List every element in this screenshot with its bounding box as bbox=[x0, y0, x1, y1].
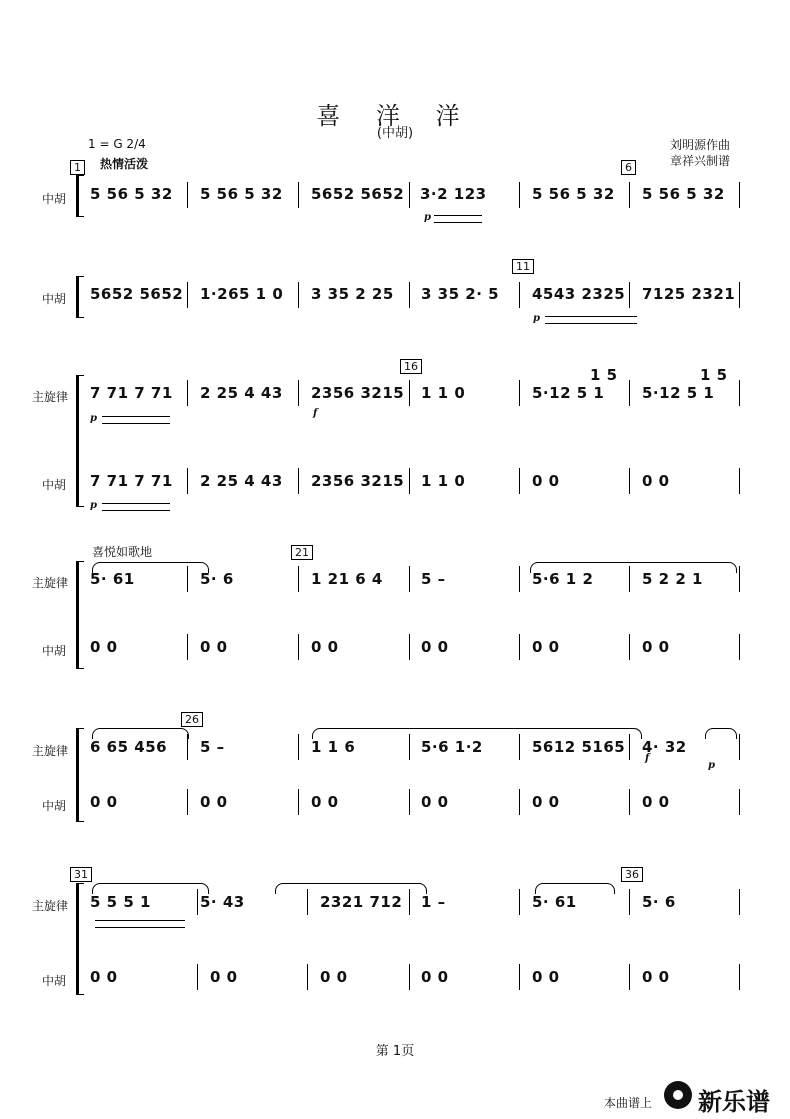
bar-line bbox=[187, 789, 188, 815]
measure: 0 0 bbox=[642, 968, 670, 986]
staff-bracket bbox=[76, 883, 84, 995]
measure-number: 1 bbox=[70, 160, 85, 175]
measure: 4543 2325 bbox=[532, 285, 626, 303]
bar-line bbox=[307, 889, 308, 915]
measure: 5· 61 bbox=[532, 893, 577, 911]
bar-line bbox=[629, 182, 630, 208]
bar-line bbox=[739, 182, 740, 208]
measure: 0 0 bbox=[421, 638, 449, 656]
measure-number: 11 bbox=[512, 259, 534, 274]
measure: 5 56 5 32 bbox=[532, 185, 615, 203]
measure: 5 – bbox=[421, 570, 446, 588]
measure: 5612 5165 bbox=[532, 738, 626, 756]
staff-label-zhonghu: 中胡 bbox=[42, 292, 67, 306]
measure: 0 0 bbox=[421, 793, 449, 811]
staff-label-zhonghu: 中胡 bbox=[42, 192, 67, 206]
measure: 2 25 4 43 bbox=[200, 472, 283, 490]
bar-line bbox=[519, 182, 520, 208]
measure: 0 0 bbox=[311, 793, 339, 811]
measure: 5· 61 bbox=[90, 570, 135, 588]
dynamic-p: p bbox=[90, 413, 97, 424]
measure: 1 1 0 bbox=[421, 384, 466, 402]
measure: 0 0 bbox=[421, 968, 449, 986]
measure: 7 71 7 71 bbox=[90, 384, 173, 402]
measure: 0 0 bbox=[532, 472, 560, 490]
bar-line bbox=[298, 182, 299, 208]
measure: 1·265 1 0 bbox=[200, 285, 284, 303]
bar-line bbox=[519, 964, 520, 990]
measure: 0 0 bbox=[210, 968, 238, 986]
measure: 2 25 4 43 bbox=[200, 384, 283, 402]
bar-line bbox=[298, 566, 299, 592]
measure: 0 0 bbox=[642, 793, 670, 811]
measure: 5·12 5 1 bbox=[642, 384, 715, 402]
bar-line bbox=[739, 964, 740, 990]
bar-line bbox=[739, 468, 740, 494]
measure: 0 0 bbox=[90, 968, 118, 986]
bar-line bbox=[409, 634, 410, 660]
brand-logo-icon bbox=[664, 1081, 692, 1109]
bar-line bbox=[519, 282, 520, 308]
measure: 5 – bbox=[200, 738, 225, 756]
bar-line bbox=[629, 566, 630, 592]
bar-line bbox=[519, 566, 520, 592]
measure: 7 71 7 71 bbox=[90, 472, 173, 490]
measure: 0 0 bbox=[532, 638, 560, 656]
bar-line bbox=[409, 889, 410, 915]
brand-name: 新乐谱 bbox=[698, 1088, 770, 1116]
measure-number: 26 bbox=[181, 712, 203, 727]
measure: 3·2 123 bbox=[420, 185, 487, 203]
measure: 0 0 bbox=[642, 638, 670, 656]
measure: 5·6 1 2 bbox=[532, 570, 594, 588]
measure: 0 0 bbox=[532, 968, 560, 986]
measure: 5· 43 bbox=[200, 893, 245, 911]
bar-line bbox=[298, 282, 299, 308]
bar-line bbox=[409, 734, 410, 760]
bar-line bbox=[739, 566, 740, 592]
staff-label-zhuxuanlv: 主旋律 bbox=[32, 744, 69, 758]
staff-label-zhonghu: 中胡 bbox=[42, 478, 67, 492]
bar-line bbox=[187, 734, 188, 760]
bar-line bbox=[409, 380, 410, 406]
bar-line bbox=[629, 789, 630, 815]
bar-line bbox=[409, 182, 410, 208]
staff-bracket bbox=[76, 175, 84, 217]
bar-line bbox=[519, 889, 520, 915]
staff-label-zhonghu: 中胡 bbox=[42, 799, 67, 813]
bar-line bbox=[187, 468, 188, 494]
bar-line bbox=[519, 468, 520, 494]
bar-line bbox=[197, 964, 198, 990]
measure: 3 35 2 25 bbox=[311, 285, 394, 303]
bar-line bbox=[519, 789, 520, 815]
chord-number: 1 5 bbox=[590, 366, 618, 384]
measure: 4· 32 bbox=[642, 738, 687, 756]
bar-line bbox=[187, 282, 188, 308]
measure: 6 65 456 bbox=[90, 738, 168, 756]
bar-line bbox=[187, 566, 188, 592]
measure-number: 16 bbox=[400, 359, 422, 374]
bar-line bbox=[298, 380, 299, 406]
chord-number: 1 5 bbox=[700, 366, 728, 384]
bar-line bbox=[298, 734, 299, 760]
measure: 1 1 6 bbox=[311, 738, 356, 756]
measure-number: 21 bbox=[291, 545, 313, 560]
bar-line bbox=[298, 634, 299, 660]
measure: 5 56 5 32 bbox=[90, 185, 173, 203]
bar-line bbox=[739, 734, 740, 760]
bar-line bbox=[197, 889, 198, 915]
dynamic-f: f bbox=[645, 753, 650, 764]
bar-line bbox=[298, 468, 299, 494]
bar-line bbox=[629, 889, 630, 915]
key-signature: 1 = G 2/4 bbox=[88, 137, 146, 151]
bar-line bbox=[409, 964, 410, 990]
measure: 7125 2321 bbox=[642, 285, 736, 303]
bar-line bbox=[629, 282, 630, 308]
measure: 5·6 1·2 bbox=[421, 738, 483, 756]
measure: 5· 6 bbox=[642, 893, 676, 911]
dynamic-f: f bbox=[313, 408, 318, 419]
bar-line bbox=[629, 964, 630, 990]
measure-number: 31 bbox=[70, 867, 92, 882]
arranger-credit: 章祥兴制谱 bbox=[669, 154, 730, 168]
score-subtitle: (中胡) bbox=[376, 126, 414, 141]
staff-label-zhuxuanlv: 主旋律 bbox=[32, 576, 69, 590]
expression-mark: 喜悦如歌地 bbox=[92, 545, 153, 559]
measure: 5 56 5 32 bbox=[200, 185, 283, 203]
staff-bracket bbox=[76, 375, 84, 507]
bar-line bbox=[629, 734, 630, 760]
bar-line bbox=[519, 380, 520, 406]
staff-label-zhonghu: 中胡 bbox=[42, 974, 67, 988]
bar-line bbox=[519, 734, 520, 760]
bar-line bbox=[629, 634, 630, 660]
bar-line bbox=[409, 566, 410, 592]
measure: 0 0 bbox=[90, 793, 118, 811]
measure: 5·12 5 1 bbox=[532, 384, 605, 402]
measure: 5 5 5 1 bbox=[90, 893, 151, 911]
measure: 0 0 bbox=[642, 472, 670, 490]
measure: 3 35 2· 5 bbox=[421, 285, 500, 303]
bar-line bbox=[739, 282, 740, 308]
bar-line bbox=[307, 964, 308, 990]
staff-label-zhuxuanlv: 主旋律 bbox=[32, 899, 69, 913]
measure: 5652 5652 bbox=[90, 285, 184, 303]
measure: 0 0 bbox=[532, 793, 560, 811]
bar-line bbox=[298, 789, 299, 815]
measure: 0 0 bbox=[311, 638, 339, 656]
measure: 0 0 bbox=[90, 638, 118, 656]
bar-line bbox=[409, 789, 410, 815]
measure: 0 0 bbox=[320, 968, 348, 986]
bar-line bbox=[739, 789, 740, 815]
staff-bracket bbox=[76, 561, 84, 669]
composer-credit: 刘明源作曲 bbox=[669, 138, 730, 152]
crescendo-mark bbox=[545, 316, 637, 324]
staff-label-zhonghu: 中胡 bbox=[42, 644, 67, 658]
measure: 5 56 5 32 bbox=[642, 185, 725, 203]
measure: 2356 3215 bbox=[311, 384, 405, 402]
bar-line bbox=[187, 634, 188, 660]
measure: 2356 3215 bbox=[311, 472, 405, 490]
measure: 0 0 bbox=[200, 793, 228, 811]
measure: 1 – bbox=[421, 893, 446, 911]
bar-line bbox=[629, 468, 630, 494]
source-prefix: 本曲谱上 bbox=[604, 1096, 653, 1110]
staff-bracket bbox=[76, 276, 84, 318]
staff-bracket bbox=[76, 728, 84, 822]
dynamic-p: p bbox=[708, 760, 715, 771]
bar-line bbox=[519, 634, 520, 660]
bar-line bbox=[187, 182, 188, 208]
tempo-mark: 热情活泼 bbox=[100, 157, 149, 171]
measure-number: 6 bbox=[621, 160, 636, 175]
staff-label-zhuxuanlv: 主旋律 bbox=[32, 390, 69, 404]
crescendo-mark bbox=[102, 416, 170, 424]
dynamic-p: p bbox=[90, 500, 97, 511]
measure: 5 2 2 1 bbox=[642, 570, 703, 588]
bar-line bbox=[739, 634, 740, 660]
bar-line bbox=[409, 468, 410, 494]
bar-line bbox=[409, 282, 410, 308]
crescendo-mark bbox=[102, 503, 170, 511]
bar-line bbox=[739, 380, 740, 406]
measure-number: 36 bbox=[621, 867, 643, 882]
page-number: 第 1页 bbox=[375, 1044, 415, 1059]
dynamic-p: p bbox=[424, 212, 431, 223]
measure: 0 0 bbox=[200, 638, 228, 656]
dynamic-p: p bbox=[533, 313, 540, 324]
measure: 5652 5652 bbox=[311, 185, 405, 203]
bar-line bbox=[187, 380, 188, 406]
crescendo-mark bbox=[434, 215, 482, 223]
bar-line bbox=[629, 380, 630, 406]
measure: 1 21 6 4 bbox=[311, 570, 383, 588]
bar-line bbox=[739, 889, 740, 915]
measure: 2321 712 bbox=[320, 893, 403, 911]
measure: 1 1 0 bbox=[421, 472, 466, 490]
phrase-slur bbox=[705, 728, 737, 739]
score-title: 喜 洋 洋 bbox=[316, 102, 474, 130]
measure: 5· 6 bbox=[200, 570, 234, 588]
crescendo-mark bbox=[95, 920, 185, 928]
